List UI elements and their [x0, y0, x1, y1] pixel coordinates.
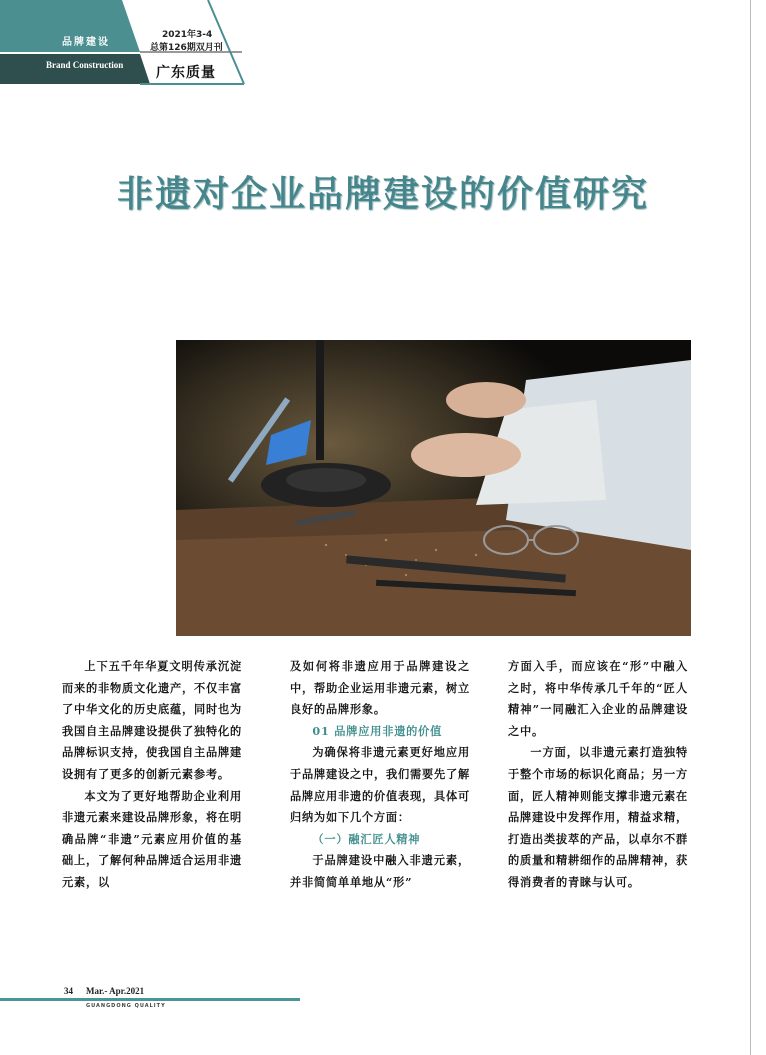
subsection-heading: （一）融汇匠人精神 [312, 831, 421, 846]
magazine-name: 广东质量 [156, 65, 216, 81]
page-number: 34 [64, 986, 73, 996]
article-column-2 [290, 656, 470, 894]
paragraph: 一方面，以非遗元素打造独特于整个市场的标识化商品；另一方面，匠人精神则能支撑非遗元素在品牌建设中发挥作用，精益求精，打造出类拔萃的产品，以卓尔不群的质量和精耕细作的品牌精神，获得消费者的青睐与认可。 [508, 745, 688, 889]
section-label: 品牌建设 [62, 37, 110, 48]
page-edge-rule [750, 0, 751, 1055]
issue-number: 总第126期双月刊 [150, 43, 223, 53]
paragraph: 于品牌建设中融入非遗元素，并非简简单单地从“形” [290, 853, 470, 889]
article-column-1 [62, 656, 242, 894]
paragraph: 及如何将非遗应用于品牌建设之中，帮助企业运用非遗元素，树立良好的品牌形象。 [290, 659, 470, 717]
article-title: 非遗对企业品牌建设的价值研究 [116, 174, 649, 215]
issue-date: 2021年3-4 [162, 30, 213, 40]
paragraph: 上下五千年华夏文明传承沉淀而来的非物质文化遗产，不仅丰富了中华文化的历史底蕴，同时也为我国自主品牌建设提供了独特化的品牌标识支持，使我国自主品牌建设拥有了更多的创新元素参考。 [62, 659, 242, 781]
footer-date: Mar.- Apr.2021 [86, 986, 145, 996]
section-heading: 01 品牌应用非遗的价值 [312, 723, 443, 738]
paragraph: 方面入手，而应该在“形”中融入之时，将中华传承几千年的“匠人精神”一同融汇入企业的品牌建设之中。 [508, 659, 688, 738]
header-band [0, 0, 766, 90]
footer-magazine-name: GUANGDONG QUALITY [86, 1003, 166, 1009]
article-photo [176, 340, 691, 636]
paragraph: 为确保将非遗元素更好地应用于品牌建设之中，我们需要先了解品牌应用非遗的价值表现，具体可归纳为如下几个方面： [290, 745, 470, 825]
section-label-en: Brand Construction [46, 60, 124, 70]
paragraph: 本文为了更好地帮助企业利用非遗元素来建设品牌形象，将在明确品牌“非遗”元素应用价值的基础上，了解何种品牌适合运用非遗元素，以 [62, 788, 242, 889]
article-column-3 [508, 656, 688, 894]
footer-rule [0, 998, 300, 1001]
